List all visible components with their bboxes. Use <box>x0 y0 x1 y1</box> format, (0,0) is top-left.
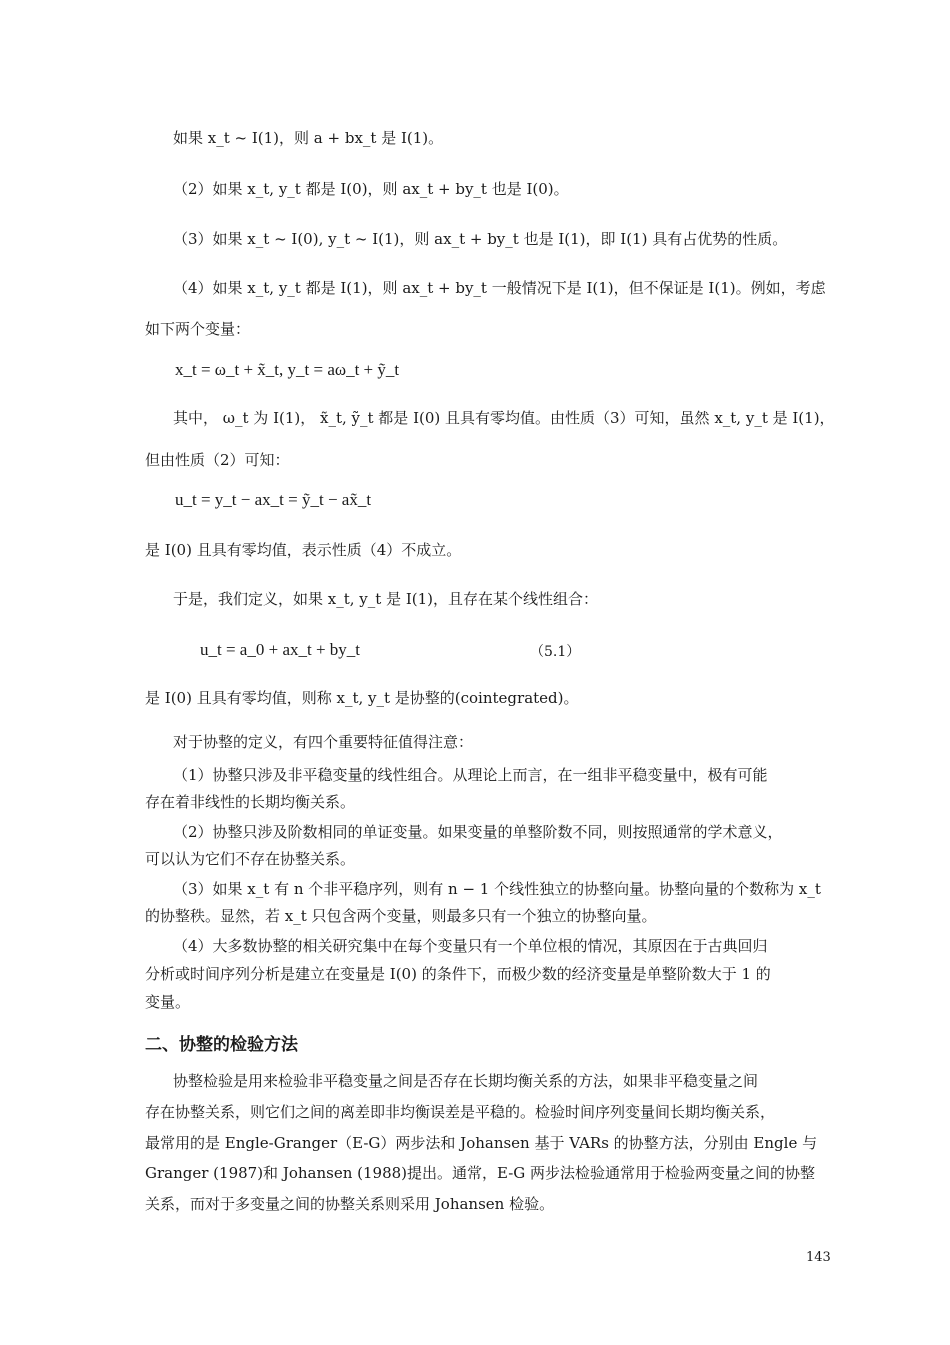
text-line: 如果 x_t ~ I(1)，则 a + bx_t 是 I(1)。 <box>173 129 444 147</box>
text-line: （3）如果 x_t 有 n 个非平稳序列，则有 n − 1 个线性独立的协整向量。协整向量的个数称为 x_t <box>173 880 821 898</box>
section-heading: 二、协整的检验方法 <box>145 1035 298 1055</box>
equation-line: u_t = y_t − ax_t = ỹ_t − ax̃_t <box>175 490 372 509</box>
text-line: 分析或时间序列分析是建立在变量是 I(0) 的条件下，而极少数的经济变量是单整阶数大于 1 的 <box>145 965 771 983</box>
text-line: （3）如果 x_t ~ I(0), y_t ~ I(1)，则 ax_t + by_t 也是 I(1)，即 I(1) 具有占优势的性质。 <box>173 230 788 248</box>
equation-number: （5.1） <box>530 644 581 660</box>
text-line: 协整检验是用来检验非平稳变量之间是否存在长期均衡关系的方法，如果非平稳变量之间 <box>173 1072 759 1090</box>
text-line: 如下两个变量： <box>145 320 251 338</box>
page-number: 143 <box>806 1250 831 1265</box>
text-line: Granger (1987)和 Johansen (1988)提出。通常，E-G 两步法检验通常用于检验两变量之间的协整 <box>145 1164 816 1182</box>
text-line: 关系，而对于多变量之间的协整关系则采用 Johansen 检验。 <box>145 1195 555 1213</box>
text-line: 变量。 <box>145 993 191 1011</box>
text-line: 于是，我们定义，如果 x_t, y_t 是 I(1)，且存在某个线性组合： <box>173 590 599 608</box>
text-line: （2）协整只涉及阶数相同的单证变量。如果变量的单整阶数不同，则按照通常的学术意义， <box>173 823 783 841</box>
text-line: （1）协整只涉及非平稳变量的线性组合。从理论上而言，在一组非平稳变量中，极有可能 <box>173 766 768 784</box>
text-line: 可以认为它们不存在协整关系。 <box>145 850 356 868</box>
text-line: 是 I(0) 且具有零均值，表示性质（4）不成立。 <box>145 541 462 559</box>
text-line: 最常用的是 Engle-Granger（E-G）两步法和 Johansen 基于 VARs 的协整方法，分别由 Engle 与 <box>145 1134 818 1152</box>
equation-line: x_t = ω_t + x̃_t, y_t = aω_t + ỹ_t <box>175 360 400 379</box>
text-line: 但由性质（2）可知： <box>145 451 290 469</box>
text-line: （4）大多数协整的相关研究集中在每个变量只有一个单位根的情况，其原因在于古典回归 <box>173 937 768 955</box>
equation-line: u_t = a_0 + ax_t + by_t <box>200 640 361 659</box>
text-line: （4）如果 x_t, y_t 都是 I(1)，则 ax_t + by_t 一般情况下是 I(1)，但不保证是 I(1)。例如，考虑 <box>173 279 826 297</box>
text-line: 存在协整关系，则它们之间的离差即非均衡误差是平稳的。检验时间序列变量间长期均衡关系， <box>145 1103 776 1121</box>
text-line: 是 I(0) 且具有零均值，则称 x_t, y_t 是协整的(cointegrated)。 <box>145 689 579 707</box>
text-line: 其中， ω_t 为 I(1)， x̃_t, ỹ_t 都是 I(0) 且具有零均值。由性质（3）可知，虽然 x_t, y_t 是 I(1)， <box>173 409 835 427</box>
text-line: （2）如果 x_t, y_t 都是 I(0)，则 ax_t + by_t 也是 I(0)。 <box>173 180 569 198</box>
text-line: 的协整秩。显然，若 x_t 只包含两个变量，则最多只有一个独立的协整向量。 <box>145 907 657 925</box>
text-line: 对于协整的定义，有四个重要特征值得注意： <box>173 733 474 751</box>
text-line: 存在着非线性的长期均衡关系。 <box>145 793 356 811</box>
